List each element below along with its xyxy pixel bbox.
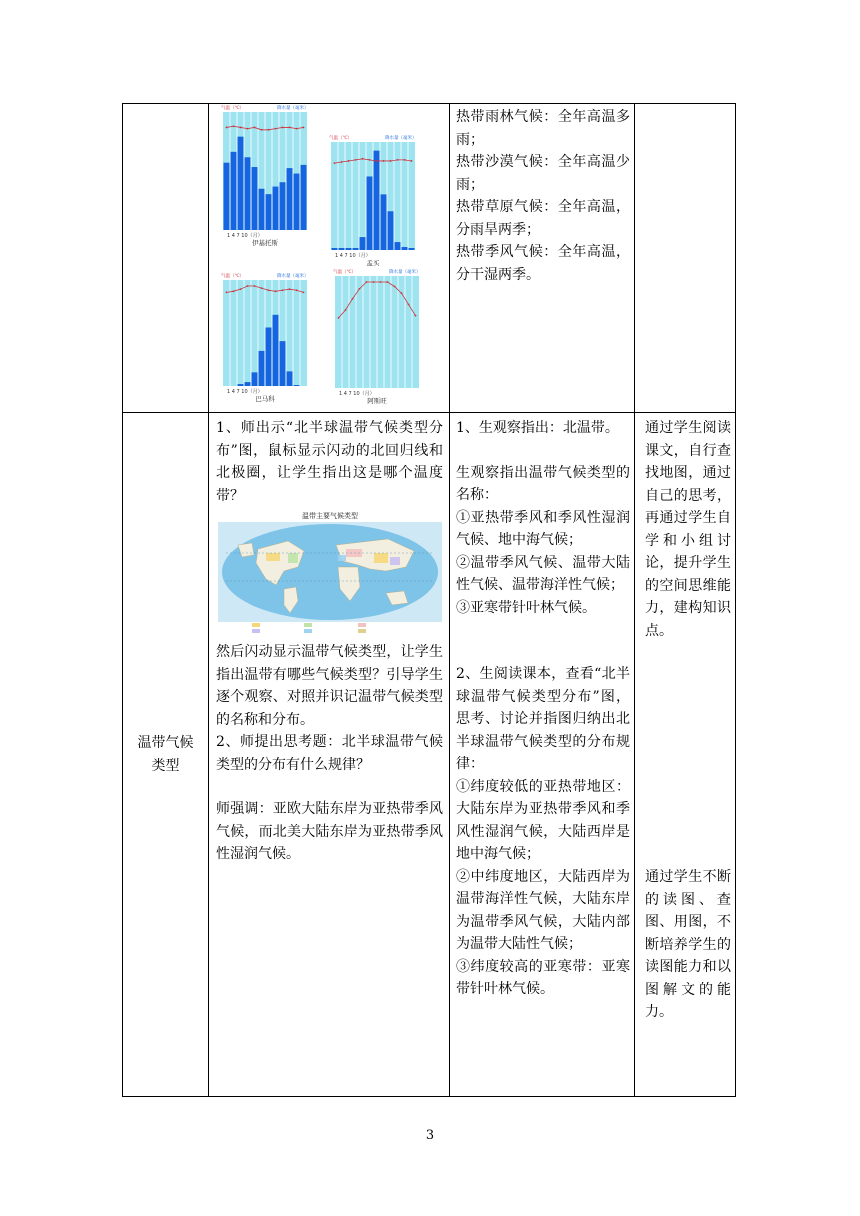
temperature-point [401, 292, 403, 294]
chart-caption: 伊基托斯 [252, 239, 278, 247]
precip-bar [381, 194, 387, 250]
map-ocean [222, 524, 438, 620]
teacher-step1: 1、师出示“北半球温带气候类型分布”图，鼠标显示闪动的北回归线和北极圈，让学生指出这是哪个温度带？ [216, 420, 443, 504]
temperature-point [376, 160, 378, 162]
climate-zone [266, 553, 280, 561]
temperature-point [296, 289, 298, 291]
tropical-savanna-text: 热带草原气候：全年高温，分雨旱两季； [456, 199, 630, 238]
climate-charts [209, 104, 449, 405]
temperature-point [369, 159, 371, 161]
temperature-point [366, 281, 368, 283]
precip-bar [367, 176, 373, 250]
tropical-monsoon-text: 热带季风气候：全年高温，分干湿两季。 [456, 244, 630, 283]
climate-zone [390, 557, 400, 565]
student-activity-cell [450, 413, 635, 1097]
row1-intent-cell [635, 104, 736, 413]
month-ticks: 1 4 7 10（月） [227, 233, 263, 239]
teacher-step1b: 然后闪动显示温带气候类型，让学生指出温带有哪些气候类型？引导学生逐个观察、对照并识记温带气候类型的名称和分布。 [216, 644, 443, 728]
row2-label-cell [123, 413, 209, 1097]
temperature-point [348, 160, 350, 162]
temperature-point [373, 281, 375, 283]
precip-bar [339, 248, 345, 250]
design-intent-cell [635, 413, 736, 1097]
temperature-point [411, 160, 413, 162]
climate-chart-1 [221, 104, 309, 247]
precip-bar [395, 242, 401, 250]
precip-bar [273, 187, 279, 230]
precip-bar [301, 165, 307, 230]
temperature-point [268, 289, 270, 291]
student-rule2: ②中纬度地区，大陆西岸为温带海洋性气候，大陆东岸为温带季风气候，大陆内部为温带大陆性气候； [456, 868, 630, 952]
temperature-point [247, 128, 249, 130]
precip-bar [266, 327, 272, 386]
student-step1b: 生观察指出温带气候类型的名称： [456, 464, 630, 503]
temperature-point [233, 125, 235, 127]
temperature-point [289, 127, 291, 129]
temperature-point [268, 129, 270, 131]
precip-bar [252, 167, 258, 230]
row-tropical [123, 104, 736, 413]
row1-student-cell [450, 104, 635, 413]
temp-axis-label: 气温（℃） [221, 106, 245, 111]
temperature-point [404, 159, 406, 161]
row-temperate [123, 413, 736, 1097]
temp-axis-label: 气温（℃） [221, 274, 245, 279]
temperature-point [380, 281, 382, 283]
precip-bar [273, 315, 279, 386]
temperature-point [261, 287, 263, 289]
temperature-point [359, 288, 361, 290]
tropical-desert-text: 热带沙漠气候：全年高温少雨； [456, 154, 630, 193]
precip-axis-label: 降水量（毫米） [385, 136, 417, 141]
precip-bar [402, 247, 408, 250]
precip-bar [252, 372, 258, 386]
temperature-point [338, 317, 340, 319]
climate-zone [338, 555, 346, 561]
temperature-point [233, 290, 235, 292]
student-item1: ①亚热带季风和季风性湿润气候、地中海气候； [456, 509, 630, 548]
page-number: 3 [425, 1128, 435, 1143]
temperature-point [415, 315, 417, 317]
world-map-svg [218, 509, 442, 635]
temperature-point [408, 304, 410, 306]
student-step2: 2、生阅读课本，查看“北半球温带气候类型分布”图，思考、讨论并指图归纳出北半球温带气候类型的分布规律： [456, 666, 630, 772]
row1-label-cell [123, 104, 209, 413]
temperature-point [303, 127, 305, 129]
climate-charts-svg [209, 104, 449, 405]
intent-2: 通过学生不断的读图、查图、用图，不断培养学生的读图能力和以图解文的能力。 [645, 869, 731, 1020]
temperature-point [226, 291, 228, 293]
precip-bar [332, 248, 338, 250]
precip-bar [374, 151, 380, 250]
climate-chart-4 [333, 268, 421, 405]
temperature-point [282, 289, 284, 291]
temperature-point [397, 159, 399, 161]
temperate-label: 温带气候类型 [137, 735, 194, 774]
precip-bar [231, 152, 237, 230]
precip-axis-label: 降水量（毫米） [277, 106, 309, 111]
legend-swatch [358, 623, 366, 627]
chart-caption: 阿斯旺 [367, 397, 387, 405]
temperature-point [345, 309, 347, 311]
temperature-point [282, 127, 284, 129]
temperature-point [247, 285, 249, 287]
chart-caption: 巴马科 [255, 395, 275, 403]
precip-bar [294, 385, 300, 386]
temperature-point [240, 288, 242, 290]
month-ticks: 1 4 7 10（月） [339, 391, 375, 397]
precip-bar [280, 182, 286, 230]
precip-bar [287, 168, 293, 230]
student-item2: ②温带季风气候、温带大陆性气候、温带海洋性气候； [456, 554, 630, 593]
temperature-point [226, 127, 228, 129]
temp-axis-label: 气温（℃） [329, 136, 353, 141]
temperature-point [355, 159, 357, 161]
legend-swatch [252, 623, 260, 627]
precip-bar [388, 211, 394, 250]
temperature-point [296, 128, 298, 130]
precip-bar [259, 189, 265, 230]
temperate-climate-map [218, 509, 442, 635]
intent-1: 通过学生阅读课文，自行查找地图，通过自己的思考，再通过学生自学和小组讨论，提升学生的空间思维能力，建构知识点。 [645, 420, 731, 639]
teacher-activity-cell [209, 413, 450, 1097]
precip-bar [245, 157, 251, 230]
climate-chart-3 [221, 272, 309, 403]
legend-swatch [358, 629, 366, 633]
map-title: 温带主要气候类型 [302, 512, 358, 520]
temperature-point [254, 127, 256, 129]
climate-zone [374, 553, 388, 563]
student-rule3: ③纬度较高的亚寒带：亚寒带针叶林气候。 [456, 958, 630, 997]
temperature-point [261, 129, 263, 131]
temperature-point [341, 161, 343, 163]
temperature-point [387, 281, 389, 283]
precip-bar [294, 174, 300, 230]
precip-bar [409, 248, 415, 250]
precip-bar [245, 382, 251, 386]
student-rule1: ①纬度较低的亚热带地区：大陆东岸为亚热带季风和季风性湿润气候，大陆西岸是地中海气候； [456, 778, 630, 862]
temperature-point [383, 160, 385, 162]
precip-bar [346, 248, 352, 250]
climate-chart-2 [329, 134, 417, 267]
climate-zone [288, 553, 298, 563]
precip-bar [360, 237, 366, 250]
lesson-table [122, 103, 736, 1097]
precip-axis-label: 降水量（毫米） [277, 274, 309, 279]
precip-bar [238, 384, 244, 386]
temperature-point [254, 285, 256, 287]
temperature-point [289, 288, 291, 290]
precip-bar [353, 248, 359, 250]
legend-swatch [252, 629, 260, 633]
teacher-step2: 2、师提出思考题：北半球温带气候类型的分布有什么规律？ [216, 734, 443, 773]
student-item3: ③亚寒带针叶林气候。 [456, 599, 596, 616]
temperature-point [240, 127, 242, 129]
temperature-point [303, 291, 305, 293]
temperature-point [394, 286, 396, 288]
precip-bar [280, 341, 286, 386]
month-ticks: 1 4 7 10（月） [227, 389, 263, 395]
precip-bar [224, 163, 230, 230]
temperature-point [390, 160, 392, 162]
precip-axis-label: 降水量（毫米） [389, 270, 421, 275]
precip-bar [287, 371, 293, 386]
legend-swatch [304, 629, 312, 633]
precip-bar [238, 137, 244, 230]
row1-charts-cell [209, 104, 450, 413]
temperature-point [352, 298, 354, 300]
teacher-emphasis: 师强调：亚欧大陆东岸为亚热带季风气候，而北美大陆东岸为亚热带季风性湿润气候。 [216, 801, 443, 862]
temperature-point [334, 162, 336, 164]
temperature-point [362, 158, 364, 160]
temperature-point [275, 128, 277, 130]
precip-bar [259, 351, 265, 386]
legend-swatch [304, 623, 312, 627]
chart-caption: 孟买 [366, 259, 380, 267]
month-ticks: 1 4 7 10（月） [335, 253, 371, 259]
tropical-rainforest-text: 热带雨林气候：全年高温多雨； [456, 109, 630, 148]
temperature-point [275, 290, 277, 292]
student-step1: 1、生观察指出：北温带。 [456, 420, 619, 436]
precip-bar [266, 194, 272, 230]
temp-axis-label: 气温（℃） [333, 270, 357, 275]
